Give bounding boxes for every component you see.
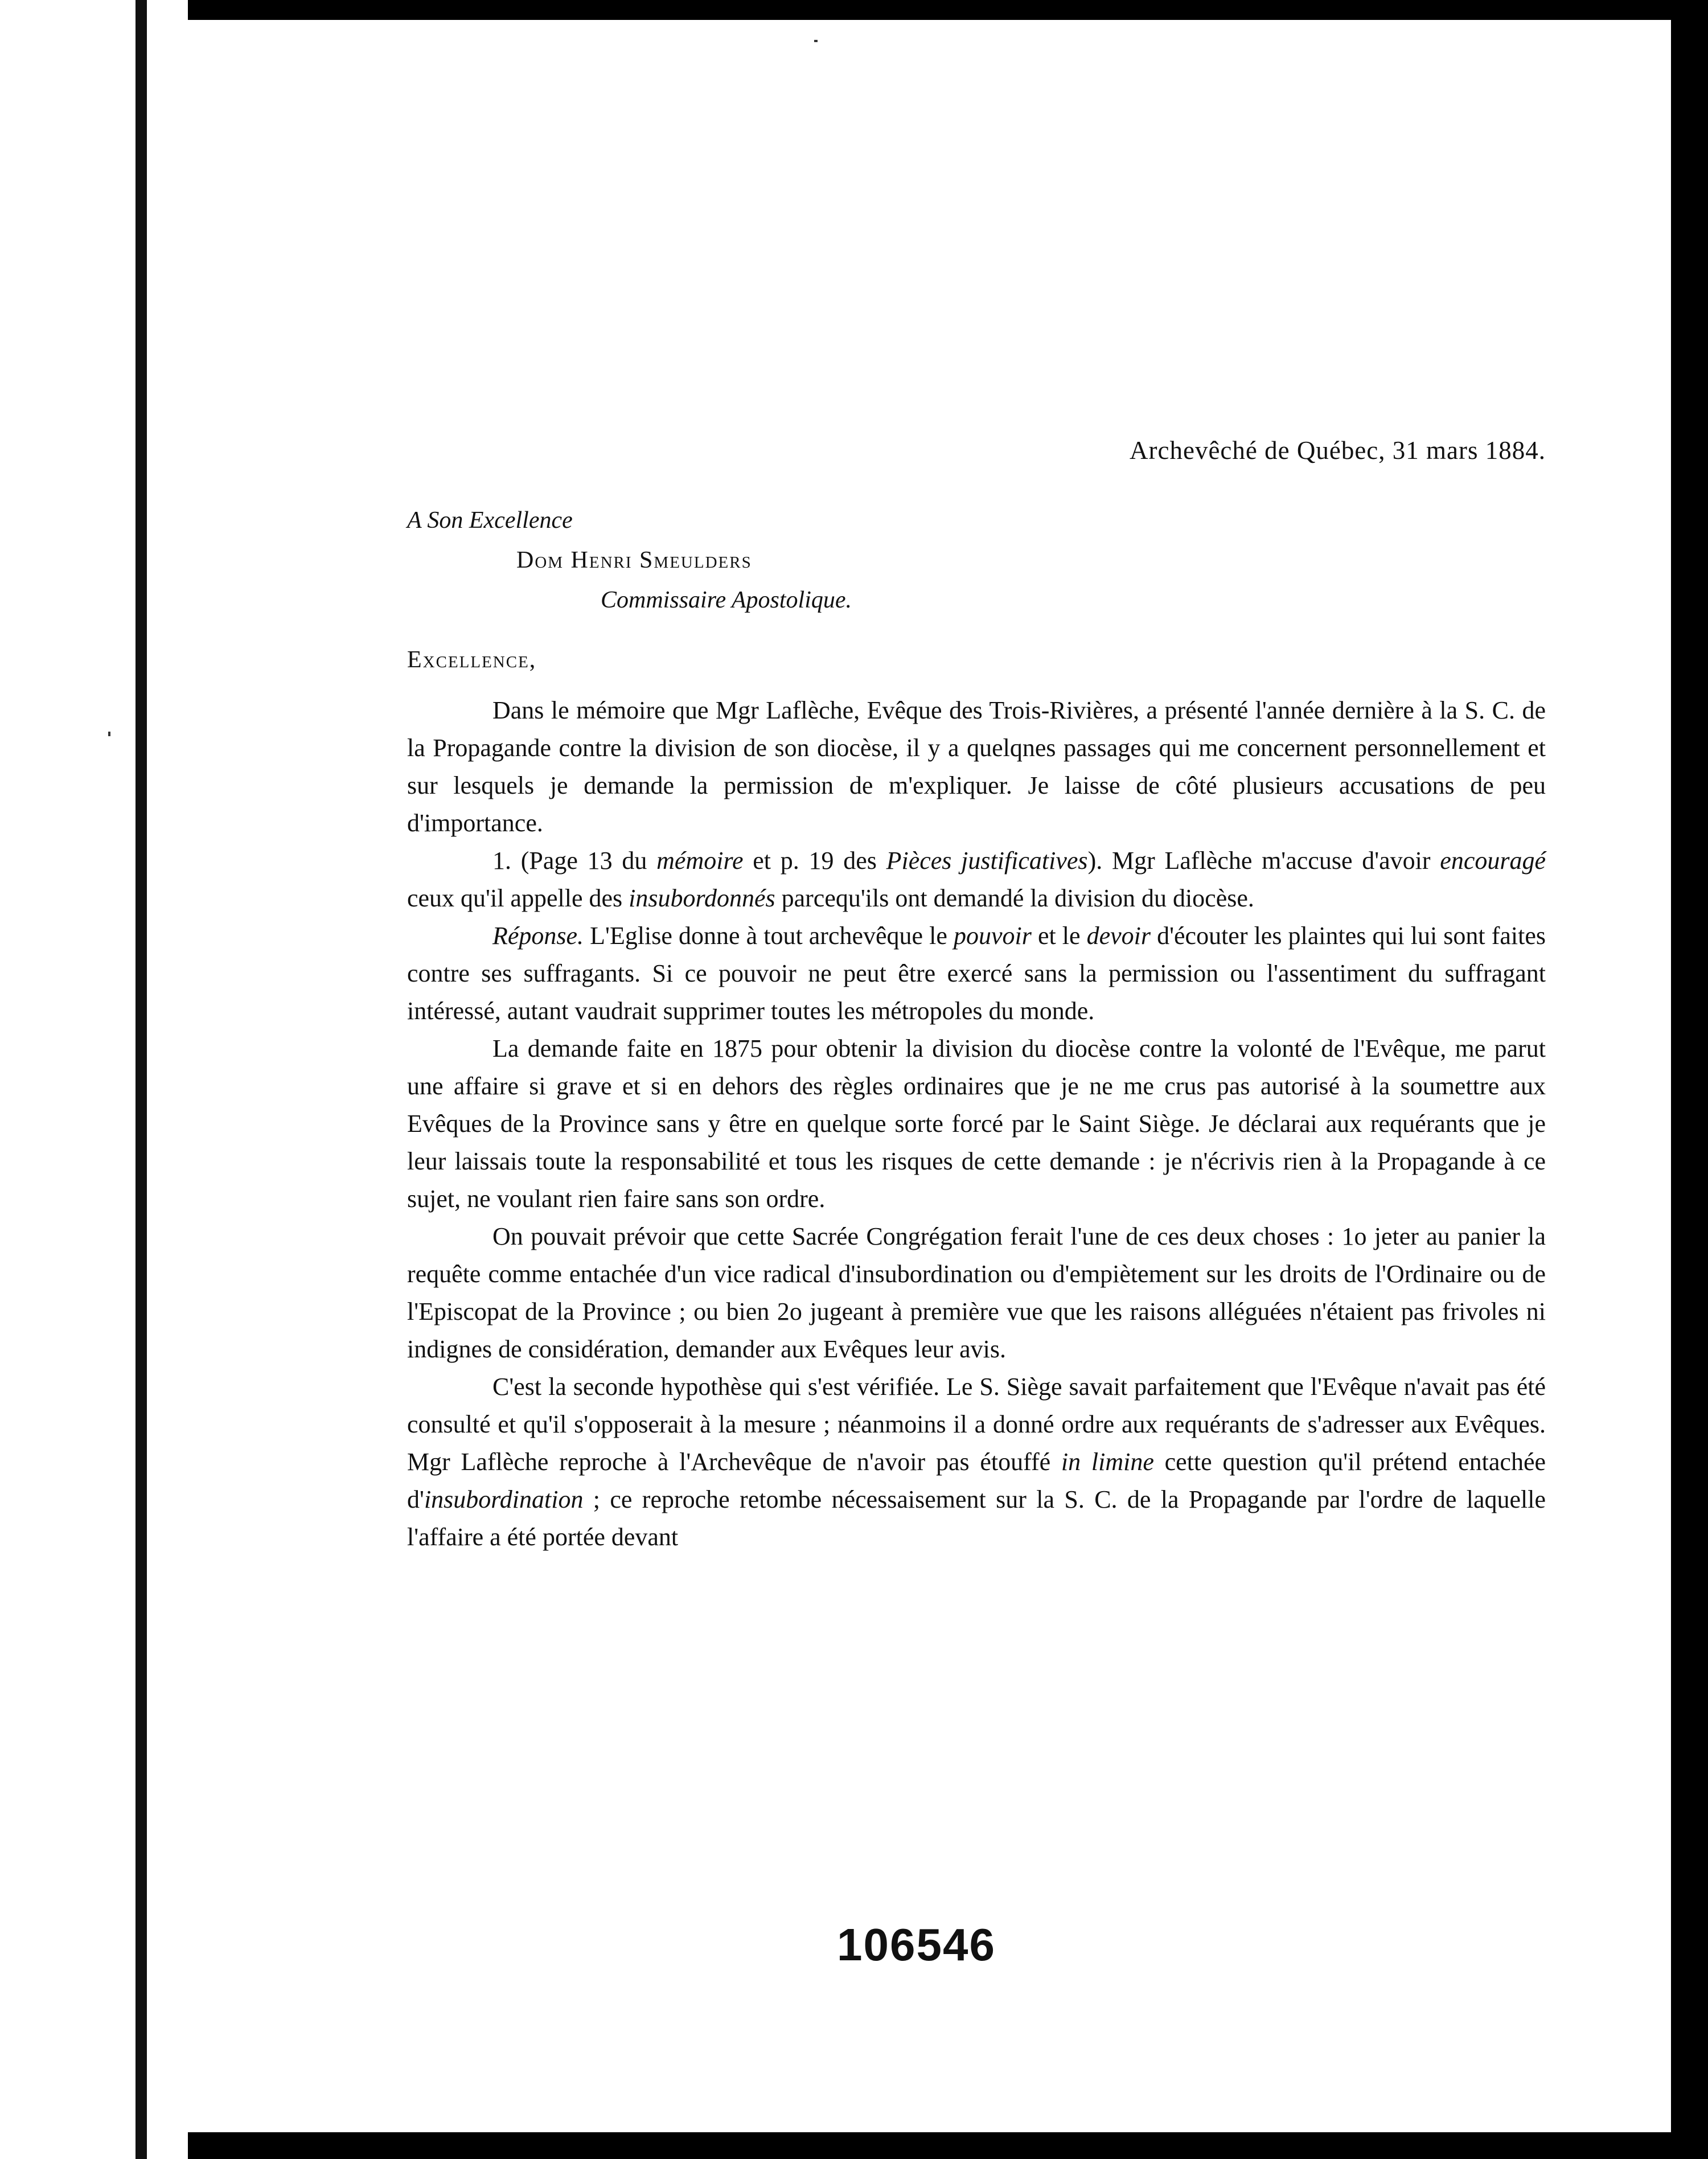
greeting: Excellence, xyxy=(407,647,537,673)
paragraph-5: On pouvait prévoir que cette Sacrée Congrégation ferait l'une de ces deux choses : 1o jeter au panier la requête comme entachée d'un vice radical d'insubordination ou d'empiètement sur les droits de l'Ordinaire ou de l'Episcopat de la Province ; ou bien 2o jugeant à première vue que les raisons alléguées n'étaient pas frivoles ni indignes de considération, demander aux Evêques leur avis. xyxy=(407,1222,1546,1363)
salutation-role: Commissaire Apostolique. xyxy=(601,587,852,613)
paragraph-3: Réponse. L'Eglise donne à tout archevêque le pouvoir et le devoir d'écouter les plaintes qui lui sont faites contre ses suffragants. Si ce pouvoir ne peut être exercé sans la permission ou l'assentiment du suffragant intéressé, autant vaudrait supprimer toutes les métropoles du monde. xyxy=(407,922,1546,1025)
paragraph-2: 1. (Page 13 du mémoire et p. 19 des Pièces justificatives). Mgr Laflèche m'accuse d'avoir encouragé ceux qu'il appelle des insubordonnés parcequ'ils ont demandé la division du diocèse. xyxy=(407,847,1546,912)
scan-binding-edge xyxy=(136,0,147,2159)
scan-left-margin xyxy=(0,0,188,2159)
document-page xyxy=(185,20,1671,2132)
dateline: Archevêché de Québec, 31 mars 1884. xyxy=(1130,436,1546,465)
scan-speck xyxy=(814,40,818,42)
paragraph-4: La demande faite en 1875 pour obtenir la division du diocèse contre la volonté de l'Evêque, me parut une affaire si grave et si en dehors des règles ordinaires que je ne me crus pas autorisé à la soumettre aux Evêques de la Province sans y être en quelque sorte forcé par le Saint Siège. Je déclarai aux requérants que je leur laissais toute la responsabilité et tous les risques de cette demande : je n'écrivis rien à la Propagande à ce sujet, ne voulant rien faire sans son ordre. xyxy=(407,1035,1546,1213)
paragraph-6: C'est la seconde hypothèse qui s'est vérifiée. Le S. Siège savait parfaitement que l'Evêque n'avait pas été consulté et qu'il s'opposerait à la mesure ; néanmoins il a donné ordre aux requérants de s'adresser aux Evêques. Mgr Laflèche reproche à l'Archevêque de n'avoir pas étouffé in limine cette question qu'il prétend entachée d'insubordination ; ce reproche retombe nécessaisement sur la S. C. de la Propagande par l'ordre de laquelle l'affaire a été portée devant xyxy=(407,1373,1546,1551)
salutation-title: A Son Excellence xyxy=(407,507,573,533)
scan-speck xyxy=(108,732,110,736)
archive-stamp-number: 106546 xyxy=(837,1919,996,1970)
paragraph-1: Dans le mémoire que Mgr Laflèche, Evêque des Trois-Rivières, a présenté l'année dernière à la S. C. de la Propagande contre la division de son diocèse, il y a quelqnes passages qui me concernent personnellement et sur lesquels je demande la permission de m'expliquer. Je laisse de côté plusieurs accusations de peu d'importance. xyxy=(407,696,1546,837)
letter-body xyxy=(407,692,1546,1556)
salutation-name: Dom Henri Smeulders xyxy=(516,547,752,573)
